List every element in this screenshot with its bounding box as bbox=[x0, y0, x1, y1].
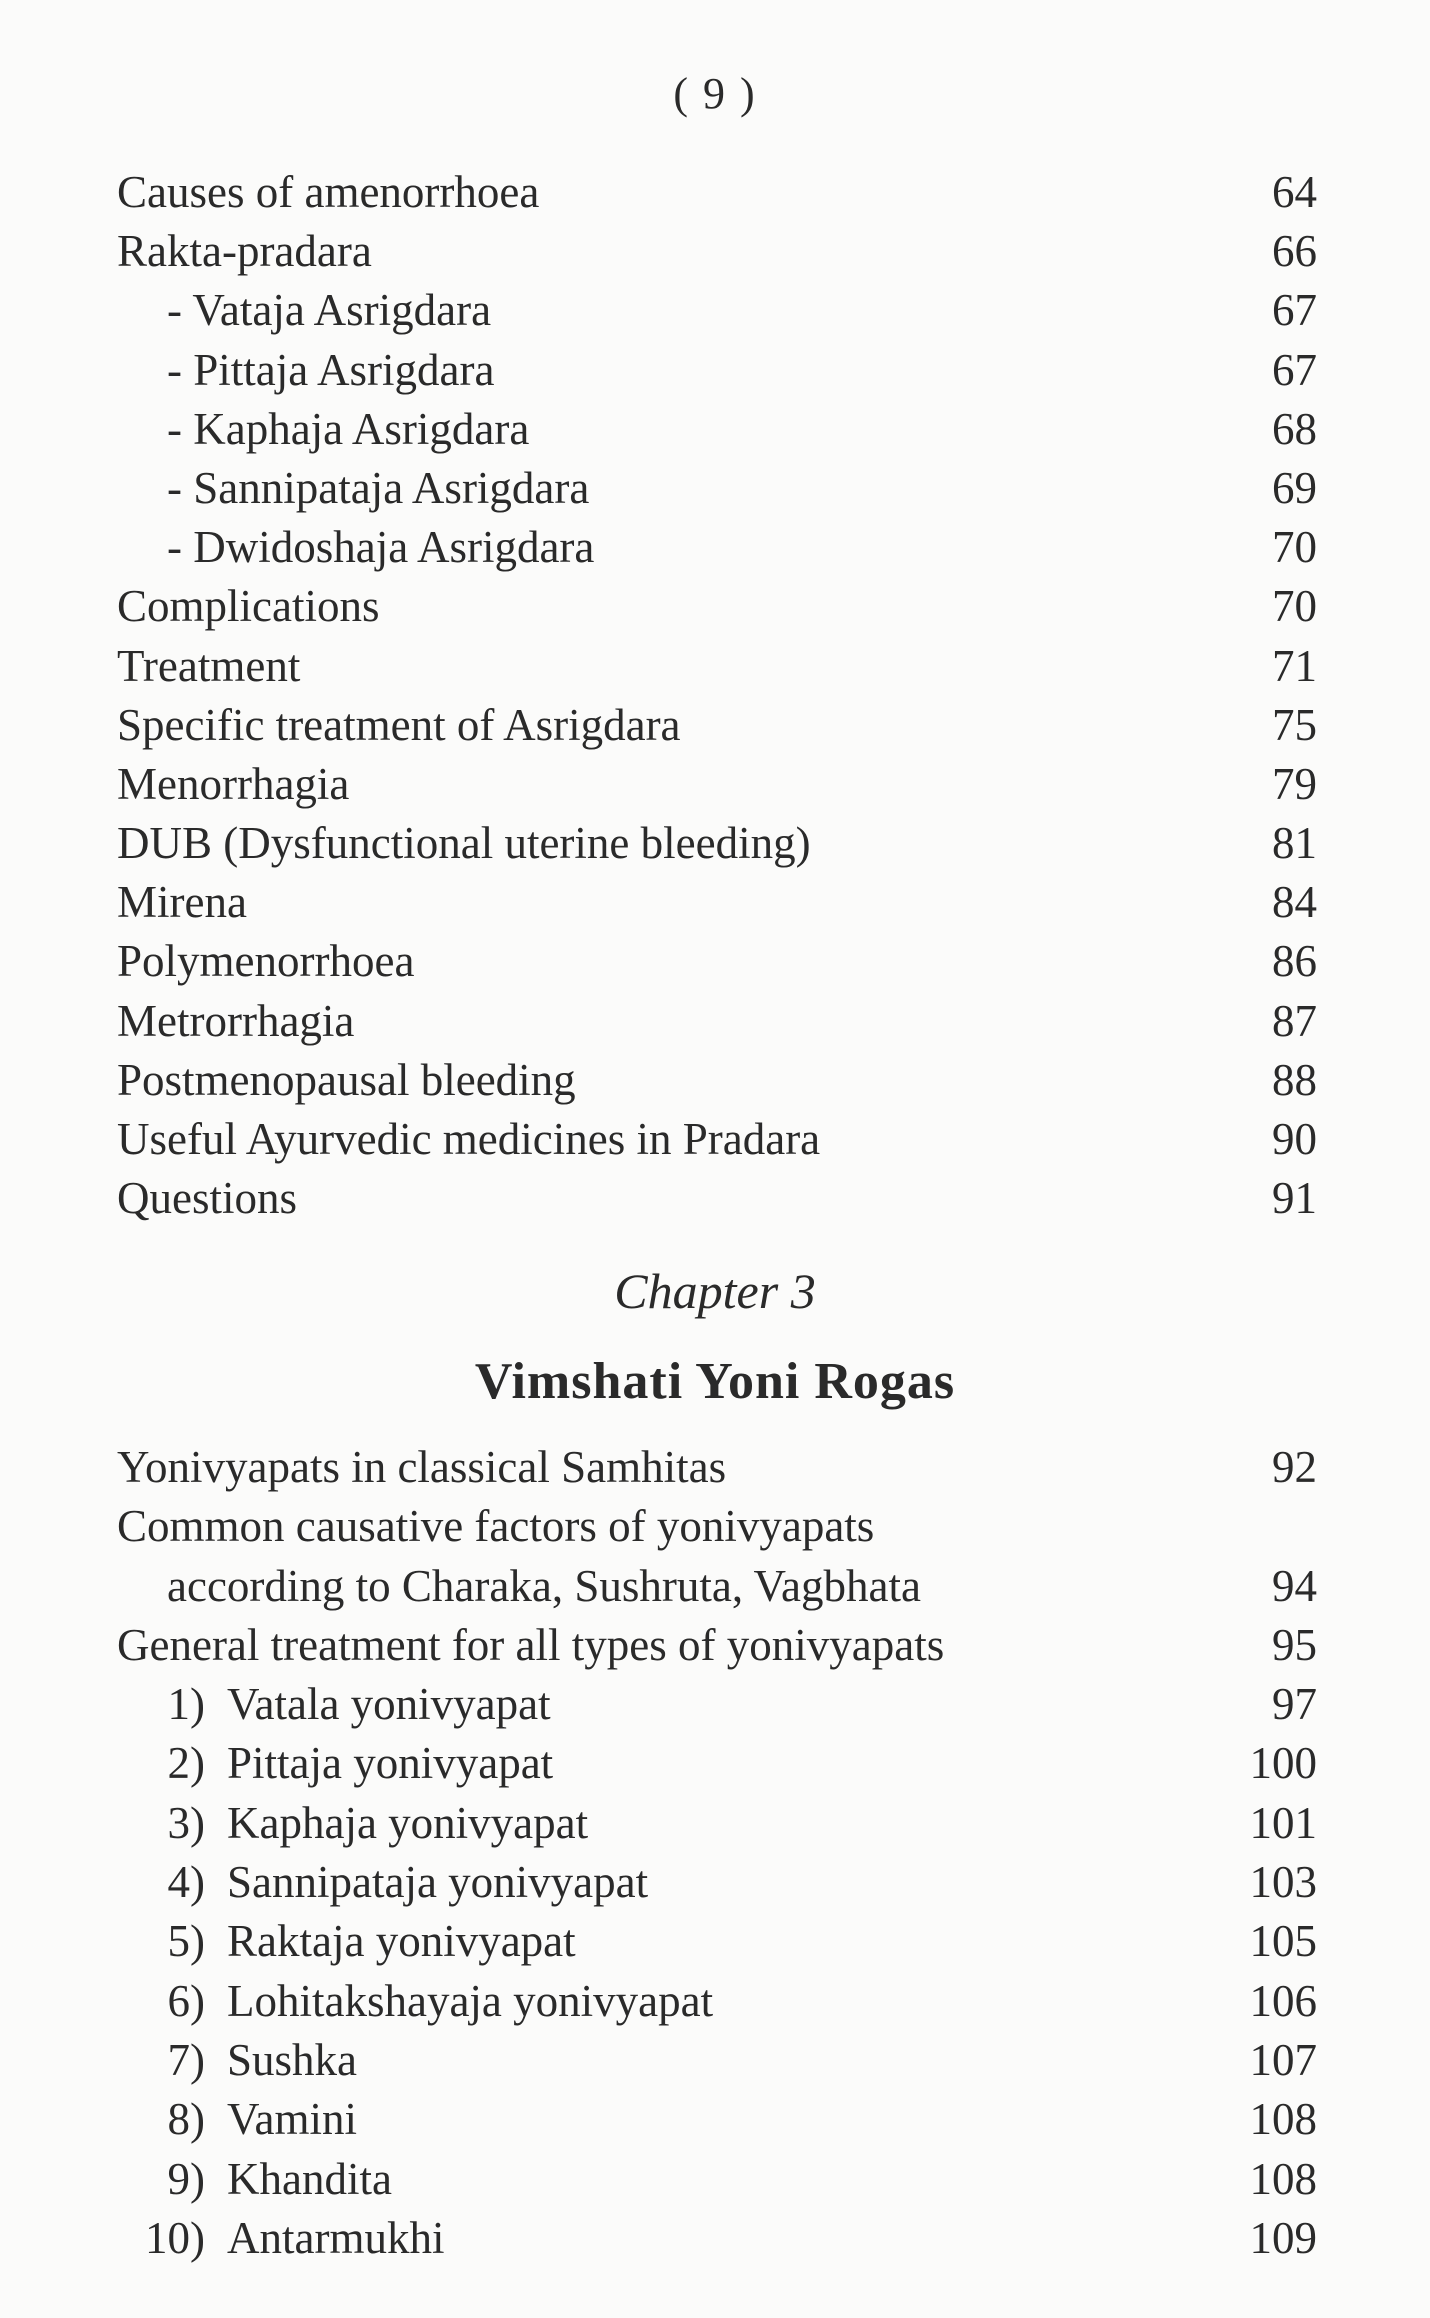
toc-entry-continuation bbox=[117, 1557, 1317, 1616]
toc-entry-page: 90 bbox=[1272, 1114, 1317, 1164]
toc-entry-number: 6) bbox=[167, 1975, 205, 2026]
toc-entry-title: Sushka bbox=[227, 2034, 358, 2085]
toc-entry-page: 108 bbox=[1249, 2153, 1317, 2204]
toc-entry-page: 84 bbox=[1272, 877, 1317, 928]
toc-entry-title: - Kaphaja Asrigdara bbox=[167, 403, 530, 454]
toc-entry-title: Lohitakshayaja yonivyapat bbox=[227, 1975, 714, 2026]
toc-entry bbox=[117, 932, 1317, 991]
toc-entry-number: 7) bbox=[167, 2034, 205, 2085]
toc-entry-title: Complications bbox=[117, 581, 380, 632]
toc-entry-page: 71 bbox=[1272, 640, 1317, 691]
toc-entry-page: 87 bbox=[1272, 995, 1317, 1046]
toc-entry-title: Raktaja yonivyapat bbox=[227, 1916, 576, 1967]
toc-entry-page: 94 bbox=[1272, 1560, 1317, 1611]
toc-entry-number: 4) bbox=[167, 1857, 205, 1908]
toc-numbered-entry bbox=[117, 1734, 1317, 1793]
toc-entry-title: Khandita bbox=[227, 2153, 392, 2204]
toc-entry-title: Common causative factors of yonivyapats bbox=[117, 1501, 875, 1552]
toc-entry-title: Rakta-pradara bbox=[117, 226, 372, 277]
chapter-label: Chapter 3 bbox=[614, 1263, 816, 1319]
toc-entry-page: 69 bbox=[1272, 462, 1317, 513]
toc-entry-page: 101 bbox=[1249, 1797, 1317, 1848]
toc-entry-page: 106 bbox=[1249, 1975, 1317, 2026]
toc-numbered-entry bbox=[117, 1853, 1317, 1912]
toc-entry bbox=[117, 755, 1317, 814]
toc-entry-title: Specific treatment of Asrigdara bbox=[117, 699, 681, 750]
toc-entry bbox=[117, 637, 1317, 696]
toc-entry-page: 75 bbox=[1272, 699, 1317, 750]
toc-entry-title: DUB (Dysfunctional uterine bleeding) bbox=[117, 818, 811, 869]
toc-entry-title: Vamini bbox=[227, 2094, 357, 2145]
toc-entry bbox=[117, 1051, 1317, 1110]
toc-entry bbox=[117, 1169, 1317, 1228]
toc-entry bbox=[117, 222, 1317, 281]
toc-entry-number: 5) bbox=[167, 1916, 205, 1967]
toc-section-chapter-2 bbox=[117, 163, 1317, 1228]
toc-entry-title: Postmenopausal bleeding bbox=[117, 1054, 576, 1105]
page-number: ( 9 ) bbox=[673, 69, 757, 118]
toc-entry-page: 97 bbox=[1272, 1679, 1317, 1730]
toc-entry-page: 86 bbox=[1272, 936, 1317, 987]
toc-entry bbox=[117, 1438, 1317, 1497]
toc-entry-page: 108 bbox=[1249, 2094, 1317, 2145]
toc-entry-title: Useful Ayurvedic medicines in Pradara bbox=[117, 1114, 821, 1164]
toc-entry-title: Menorrhagia bbox=[117, 758, 350, 809]
toc-numbered-entry bbox=[117, 1912, 1317, 1971]
toc-entry-title: Metrorrhagia bbox=[117, 995, 355, 1046]
toc-entry-page: 92 bbox=[1272, 1442, 1317, 1492]
toc-entry-page: 91 bbox=[1272, 1173, 1317, 1224]
toc-entry bbox=[117, 992, 1317, 1051]
toc-entry-number: 10) bbox=[145, 2212, 205, 2263]
toc-subentry bbox=[117, 341, 1317, 400]
toc-entry-title: - Pittaja Asrigdara bbox=[167, 344, 495, 395]
toc-entry-page: 105 bbox=[1249, 1916, 1317, 1967]
toc-numbered-entry bbox=[117, 1675, 1317, 1734]
toc-entry bbox=[117, 1110, 1317, 1169]
toc-numbered-entry bbox=[117, 2150, 1317, 2209]
toc-entry-page: 68 bbox=[1272, 403, 1317, 454]
toc-entry-number: 9) bbox=[167, 2153, 205, 2204]
toc-numbered-entry bbox=[117, 2090, 1317, 2149]
toc-entry-title: Yonivyapats in classical Samhitas bbox=[117, 1442, 727, 1492]
toc-entry-title: General treatment for all types of yonivyapats bbox=[117, 1619, 945, 1670]
toc-entry-number: 2) bbox=[167, 1738, 205, 1789]
toc-entry-page: 81 bbox=[1272, 818, 1317, 869]
toc-entry-page: 103 bbox=[1249, 1857, 1317, 1908]
toc-entry-title: Causes of amenorrhoea bbox=[117, 167, 540, 217]
toc-entry-page: 107 bbox=[1249, 2034, 1317, 2085]
toc-entry bbox=[117, 1497, 1317, 1556]
toc-entry-title: Antarmukhi bbox=[227, 2212, 445, 2263]
toc-entry bbox=[117, 1616, 1317, 1675]
toc-subentry bbox=[117, 459, 1317, 518]
toc-numbered-entry bbox=[117, 2031, 1317, 2090]
toc-subentry bbox=[117, 281, 1317, 340]
toc-entry-page: 64 bbox=[1272, 167, 1317, 217]
toc-subentry bbox=[117, 518, 1317, 577]
toc-entry-title: Kaphaja yonivyapat bbox=[227, 1797, 589, 1848]
toc-numbered-entry bbox=[117, 1794, 1317, 1853]
toc-entry-page: 109 bbox=[1249, 2212, 1317, 2263]
toc-entry-page: 66 bbox=[1272, 226, 1317, 277]
toc-entry-title: Vatala yonivyapat bbox=[227, 1679, 551, 1730]
toc-section-chapter-3 bbox=[117, 1438, 1317, 2268]
toc-entry-title: Treatment bbox=[117, 640, 301, 691]
toc-entry-page: 70 bbox=[1272, 522, 1317, 573]
toc-entry-title: - Vataja Asrigdara bbox=[167, 285, 492, 336]
toc-entry bbox=[117, 814, 1317, 873]
toc-entry-title: Polymenorrhoea bbox=[117, 936, 415, 987]
toc-entry-title: Mirena bbox=[117, 877, 247, 928]
toc-entry-title: Questions bbox=[117, 1173, 297, 1224]
chapter-title: Vimshati Yoni Rogas bbox=[474, 1353, 956, 1410]
toc-entry-number: 1) bbox=[167, 1679, 205, 1730]
toc-entry bbox=[117, 163, 1317, 222]
toc-entry-page: 70 bbox=[1272, 581, 1317, 632]
toc-entry bbox=[117, 696, 1317, 755]
toc-entry-title: Sannipataja yonivyapat bbox=[227, 1857, 649, 1908]
toc-entry-title: - Dwidoshaja Asrigdara bbox=[167, 522, 595, 573]
toc-entry-page: 100 bbox=[1249, 1738, 1317, 1789]
toc-numbered-entry bbox=[117, 1972, 1317, 2031]
toc-entry-number: 3) bbox=[167, 1797, 205, 1848]
toc-entry-title: - Sannipataja Asrigdara bbox=[167, 462, 590, 513]
toc-subentry bbox=[117, 400, 1317, 459]
toc-entry-page: 95 bbox=[1272, 1619, 1317, 1670]
toc-entry-number: 8) bbox=[167, 2094, 205, 2145]
toc-numbered-entry bbox=[117, 2209, 1317, 2268]
toc-entry-page: 67 bbox=[1272, 344, 1317, 395]
toc-entry-title: according to Charaka, Sushruta, Vagbhata bbox=[167, 1560, 921, 1611]
toc-entry bbox=[117, 873, 1317, 932]
toc-entry-page: 79 bbox=[1272, 758, 1317, 809]
toc-entry bbox=[117, 577, 1317, 636]
toc-entry-page: 88 bbox=[1272, 1054, 1317, 1105]
toc-entry-title: Pittaja yonivyapat bbox=[227, 1738, 554, 1789]
toc-entry-page: 67 bbox=[1272, 285, 1317, 336]
